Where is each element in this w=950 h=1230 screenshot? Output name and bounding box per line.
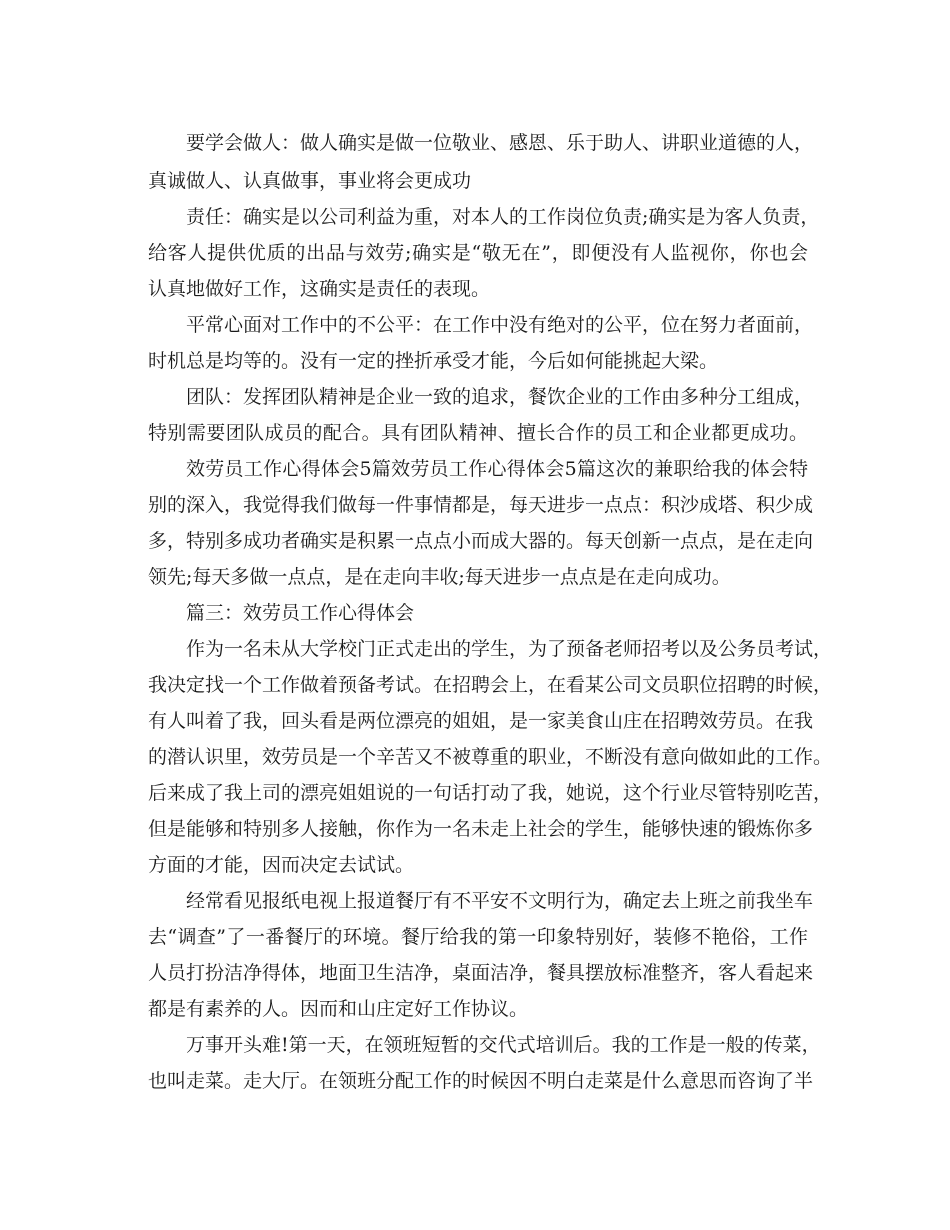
paragraph-line: 后来成了我上司的漂亮姐姐说的一句话打动了我，她说，这个行业尽管特别吃苦， <box>148 782 833 804</box>
paragraph-line: 责任：确实是以公司利益为重，对本人的工作岗位负责;确实是为客人负责， <box>186 206 820 228</box>
paragraph-line: 都是有素养的人。因而和山庄定好工作协议。 <box>148 998 529 1020</box>
paragraph-line: 我决定找一个工作做着预备考试。在招聘会上，在看某公司文员职位招聘的时候， <box>148 674 833 696</box>
paragraph-line: 特别需要团队成员的配合。具有团队精神、擅长合作的员工和企业都更成功。 <box>148 422 808 444</box>
paragraph-line: 也叫走菜。走大厅。在领班分配工作的时候因不明白走菜是什么意思而咨询了半 <box>148 1070 814 1092</box>
paragraph-line: 团队：发挥团队精神是企业一致的追求，餐饮企业的工作由多种分工组成， <box>186 386 814 408</box>
paragraph-line: 方面的才能，因而决定去试试。 <box>148 854 415 876</box>
paragraph-line: 真诚做人、认真做事，事业将会更成功 <box>148 170 472 192</box>
paragraph-line: 万事开头难!第一天，在领班短暂的交代式培训后。我的工作是一般的传菜， <box>186 1034 821 1056</box>
paragraph-line: 经常看见报纸电视上报道餐厅有不平安不文明行为，确定去上班之前我坐车 <box>186 890 814 912</box>
paragraph-line: 效劳员工作心得体会5篇效劳员工作心得体会5篇这次的兼职给我的体会特 <box>186 458 808 480</box>
paragraph-line: 有人叫着了我，回头看是两位漂亮的姐姐，是一家美食山庄在招聘效劳员。在我 <box>148 710 814 732</box>
paragraph-line: 要学会做人：做人确实是做一位敬业、感恩、乐于助人、讲职业道德的人， <box>186 132 814 154</box>
paragraph-line: 别的深入，我觉得我们做每一件事情都是，每天进步一点点：积沙成塔、积少成 <box>148 494 814 516</box>
section-heading: 篇三：效劳员工作心得体会 <box>186 602 415 624</box>
paragraph-line: 作为一名未从大学校门正式走出的学生，为了预备老师招考以及公务员考试， <box>186 638 833 660</box>
paragraph-line: 的潜认识里，效劳员是一个辛苦又不被尊重的职业，不断没有意向做如此的工作。 <box>148 746 833 768</box>
paragraph-line: 但是能够和特别多人接触，你作为一名未走上社会的学生，能够快速的锻炼你多 <box>148 818 814 840</box>
paragraph-line: 时机总是均等的。没有一定的挫折承受才能，今后如何能挑起大梁。 <box>148 350 719 372</box>
paragraph-line: 领先;每天多做一点点，是在走向丰收;每天进步一点点是在走向成功。 <box>148 566 731 588</box>
paragraph-line: 给客人提供优质的出品与效劳;确实是“敬无在”，即便没有人监视你，你也会 <box>148 242 808 264</box>
paragraph-line: 认真地做好工作，这确实是责任的表现。 <box>148 278 491 300</box>
paragraph-line: 多，特别多成功者确实是积累一点点小而成大器的。每天创新一点点，是在走向 <box>148 530 814 552</box>
paragraph-line: 去“调查”了一番餐厅的环境。餐厅给我的第一印象特别好，装修不艳俗，工作 <box>148 926 808 948</box>
paragraph-line: 人员打扮洁净得体，地面卫生洁净，桌面洁净，餐具摆放标准整齐，客人看起来 <box>148 962 814 984</box>
paragraph-line: 平常心面对工作中的不公平：在工作中没有绝对的公平，位在努力者面前， <box>186 314 814 336</box>
